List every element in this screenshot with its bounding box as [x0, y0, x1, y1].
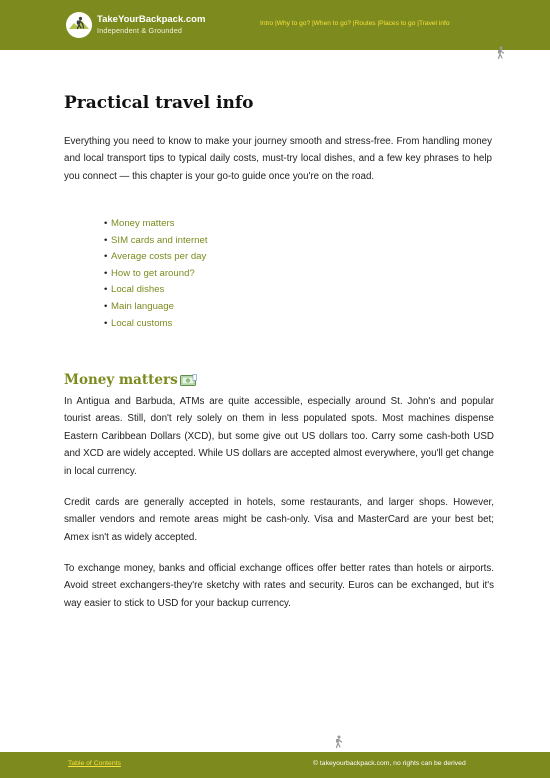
nav-when-to-go[interactable]: |When to go? — [311, 20, 352, 27]
hiker-icon[interactable] — [66, 12, 92, 38]
money-icon — [180, 374, 197, 387]
nav-routes[interactable]: |Routes — [352, 20, 376, 27]
list-item: • SIM cards and internet — [104, 234, 208, 246]
list-item: • Local dishes — [104, 284, 165, 296]
toc-link-sim-cards[interactable]: SIM cards and internet — [111, 234, 208, 246]
toc-link-local-dishes[interactable]: Local dishes — [111, 284, 165, 296]
brand-tagline: Independent & Grounded — [97, 26, 183, 35]
toc-link-main-language[interactable]: Main language — [111, 300, 174, 312]
section-title: Money matters — [64, 372, 178, 388]
toc-link-get-around[interactable]: How to get around? — [111, 267, 195, 279]
page-footer — [0, 752, 550, 778]
money-paragraph-credit-cards: Credit cards are generally accepted in hotels, some restaurants, and larger shops. However, smaller vendors and remote areas might be cash-only. Visa and MasterCard are your best bet; Amex isn't as widely accepted. — [64, 497, 494, 543]
page-header — [0, 0, 550, 50]
list-item: • Average costs per day — [104, 251, 207, 263]
list-item: • Local customs — [104, 317, 173, 329]
list-item: • Main language — [104, 300, 174, 312]
nav-places-to-go[interactable]: |Places to go — [377, 20, 416, 27]
top-navigation — [260, 20, 450, 27]
toc-link-money-matters[interactable]: Money matters — [111, 218, 175, 229]
toc-link-average-costs[interactable]: Average costs per day — [111, 251, 207, 263]
brand-name[interactable]: TakeYourBackpack.com — [97, 14, 206, 25]
nav-intro[interactable]: Intro — [260, 20, 274, 27]
list-item: • How to get around? — [104, 267, 195, 279]
money-paragraph-atms: In Antigua and Barbuda, ATMs are quite accessible, especially around St. John's and popular tourist areas. Still, don't rely solely on them in less populated spots. Most machines dispense Eastern Caribbean Dollars (XCD), but some give out US dollars too. Carry some cash-both USD and XCD are widely accepted. While US dollars are accepted almost everywhere, you'll get change in local currency. — [64, 396, 494, 477]
nav-travel-info[interactable]: |Travel info — [417, 20, 450, 27]
page-title: Practical travel info — [64, 93, 254, 113]
chapter-contents-list — [104, 216, 208, 332]
table-of-contents-link[interactable]: Table of Contents — [68, 760, 121, 767]
list-item: • Money matters — [104, 218, 175, 229]
hiker-icon — [495, 46, 507, 65]
toc-link-local-customs[interactable]: Local customs — [111, 317, 173, 329]
nav-why-to-go[interactable]: |Why to go? — [275, 20, 311, 27]
intro-paragraph: Everything you need to know to make your journey smooth and stress-free. From handling money and local transport tips to typical daily costs, must-try local dishes, and a few key phrases to help you connect — this chapter is your go-to guide once you're on the road. — [64, 136, 492, 182]
money-paragraph-exchange: To exchange money, banks and official exchange offices offer better rates than hotels or airports. Avoid street exchangers-they're sketchy with rates and security. Euros can be exchanged, but it's way easier to stick to USD for your backup currency. — [64, 563, 494, 609]
copyright-notice: © takeyourbackpack.com, no rights can be derived — [313, 760, 466, 767]
